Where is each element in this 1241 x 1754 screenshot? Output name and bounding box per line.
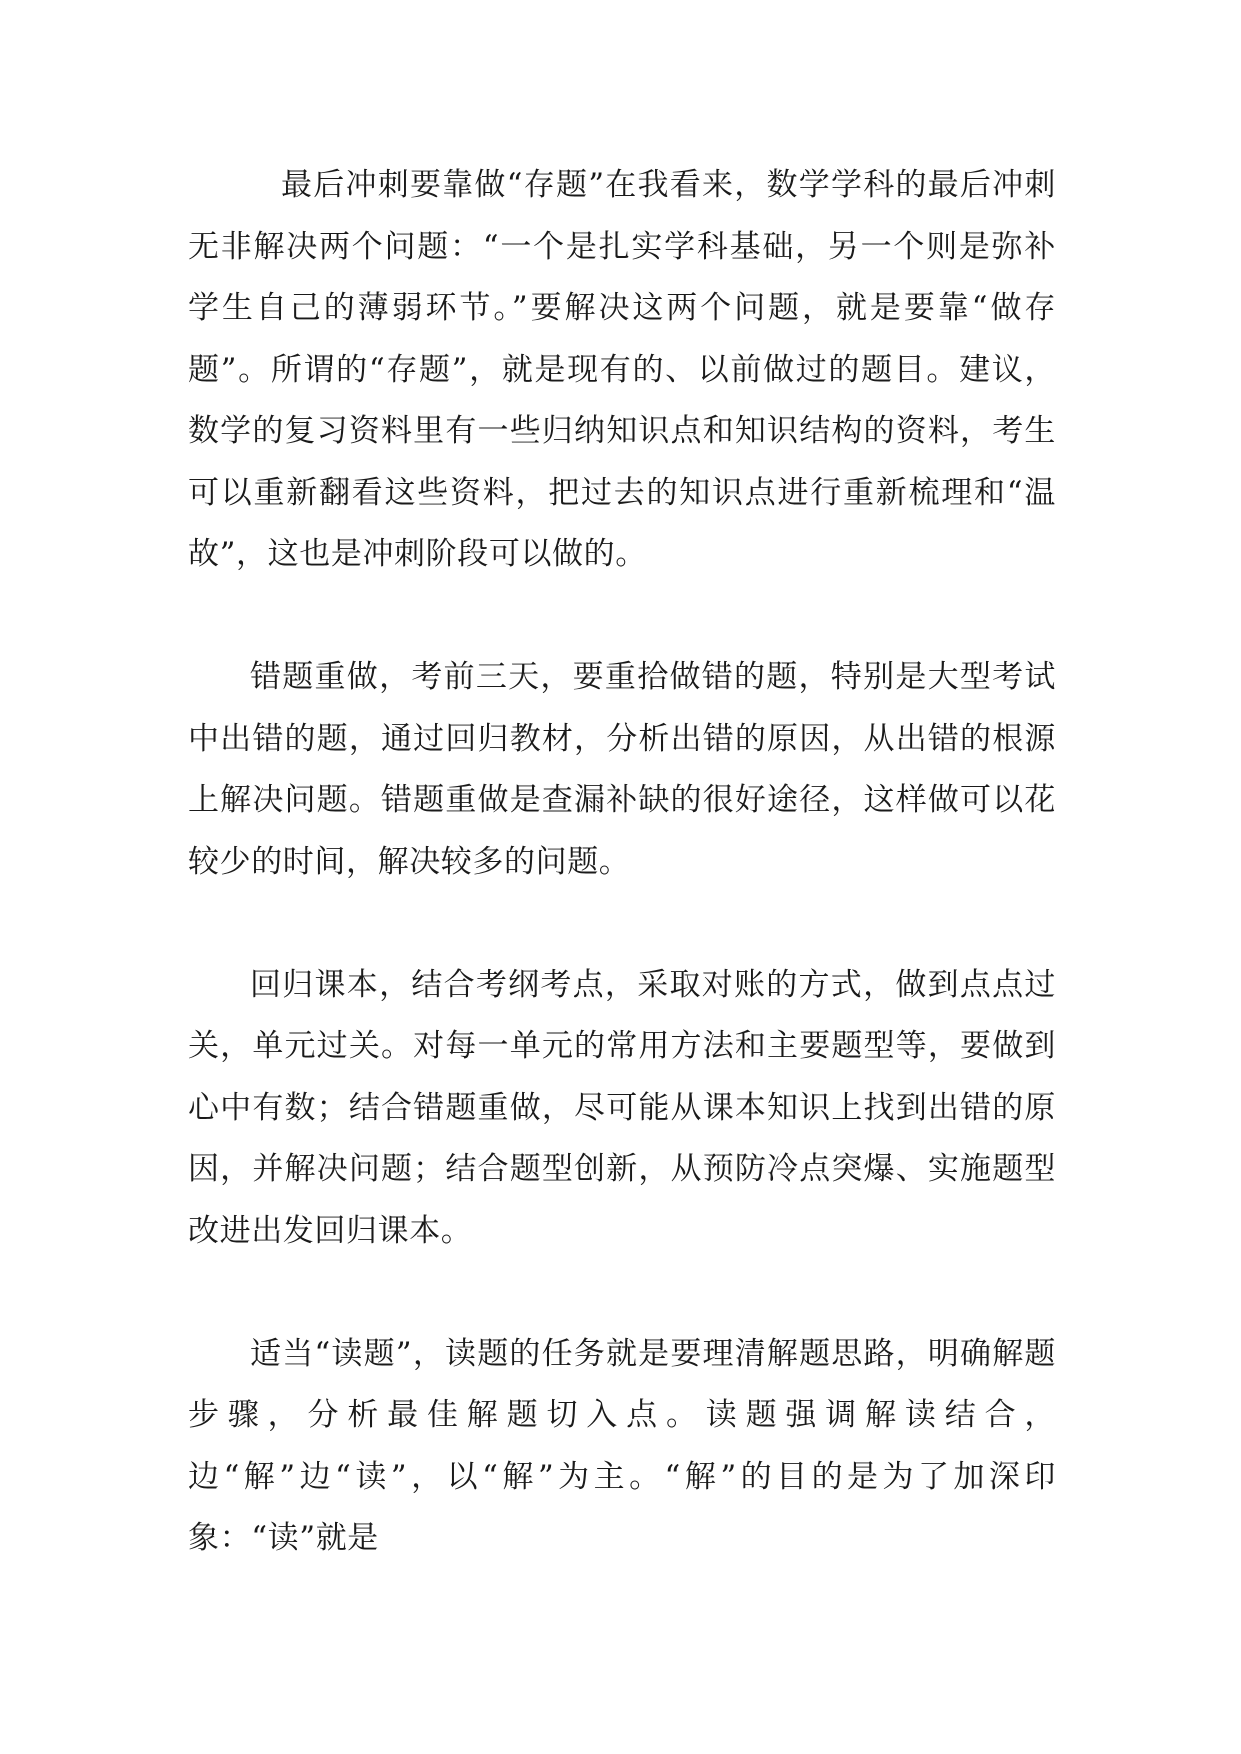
paragraph-final-sprint: 最后冲刺要靠做“存题”在我看来，数学学科的最后冲刺无非解决两个问题：“一个是扎实学科基础，另一个则是弥补学生自己的薄弱环节。”要解决这两个问题，就是要靠“做存题”。所谓的“存题”，就是现有的、以前做过的题目。建议，数学的复习资料里有一些归纳知识点和知识结构的资料，考生可以重新翻看这些资料，把过去的知识点进行重新梳理和“温故”，这也是冲刺阶段可以做的。 — [188, 167, 1056, 572]
paragraph-redo-mistakes: 错题重做，考前三天，要重拾做错的题，特别是大型考试中出错的题，通过回归教材，分析出错的原因，从出错的根源上解决问题。错题重做是查漏补缺的很好途径，这样做可以花较少的时间，解决较多的问题。 — [188, 659, 1056, 880]
document-body — [188, 155, 1056, 1570]
paragraph-return-to-textbook: 回归课本，结合考纲考点，采取对账的方式，做到点点过关，单元过关。对每一单元的常用方法和主要题型等，要做到心中有数；结合错题重做，尽可能从课本知识上找到出错的原因，并解决问题；结合题型创新，从预防冷点突爆、实施题型改进出发回归课本。 — [188, 966, 1056, 1249]
paragraph-read-problems: 适当“读题”，读题的任务就是要理清解题思路，明确解题步骤，分析最佳解题切入点。读题强调解读结合，边“解”边“读”，以“解”为主。“解”的目的是为了加深印象：“读”就是 — [188, 1335, 1056, 1556]
